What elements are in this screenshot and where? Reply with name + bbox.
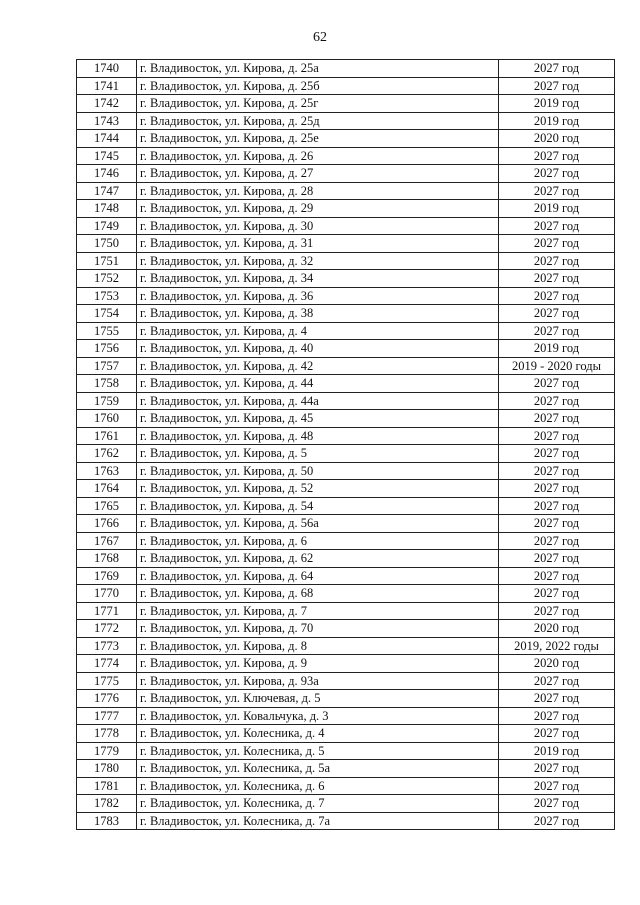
repair-year-cell: 2019 год	[499, 742, 615, 760]
repair-year-cell: 2027 год	[499, 462, 615, 480]
repair-year-cell: 2027 год	[499, 777, 615, 795]
table-row	[77, 392, 615, 410]
address-cell: г. Владивосток, ул. Кирова, д. 32	[137, 252, 499, 270]
table-row	[77, 217, 615, 235]
repair-year-cell: 2027 год	[499, 585, 615, 603]
row-number-cell: 1740	[77, 60, 137, 78]
row-number-cell: 1769	[77, 567, 137, 585]
row-number-cell: 1766	[77, 515, 137, 533]
row-number-cell: 1768	[77, 550, 137, 568]
address-cell: г. Владивосток, ул. Кирова, д. 64	[137, 567, 499, 585]
table-body	[77, 60, 615, 830]
row-number-cell: 1770	[77, 585, 137, 603]
repair-year-cell: 2027 год	[499, 795, 615, 813]
repair-year-cell: 2019 год	[499, 200, 615, 218]
address-cell: г. Владивосток, ул. Кирова, д. 8	[137, 637, 499, 655]
row-number-cell: 1746	[77, 165, 137, 183]
repair-year-cell: 2020 год	[499, 655, 615, 673]
address-cell: г. Владивосток, ул. Кирова, д. 48	[137, 427, 499, 445]
address-cell: г. Владивосток, ул. Кирова, д. 34	[137, 270, 499, 288]
row-number-cell: 1752	[77, 270, 137, 288]
repair-year-cell: 2027 год	[499, 567, 615, 585]
address-cell: г. Владивосток, ул. Кирова, д. 50	[137, 462, 499, 480]
table-row	[77, 200, 615, 218]
table-row	[77, 672, 615, 690]
address-cell: г. Владивосток, ул. Кирова, д. 68	[137, 585, 499, 603]
repair-year-cell: 2027 год	[499, 760, 615, 778]
table-row	[77, 235, 615, 253]
row-number-cell: 1747	[77, 182, 137, 200]
row-number-cell: 1743	[77, 112, 137, 130]
table-row	[77, 322, 615, 340]
address-cell: г. Владивосток, ул. Колесника, д. 6	[137, 777, 499, 795]
table-row	[77, 77, 615, 95]
table-row	[77, 462, 615, 480]
row-number-cell: 1777	[77, 707, 137, 725]
row-number-cell: 1744	[77, 130, 137, 148]
housing-register-table	[76, 59, 615, 830]
address-cell: г. Владивосток, ул. Ключевая, д. 5	[137, 690, 499, 708]
address-cell: г. Владивосток, ул. Кирова, д. 44	[137, 375, 499, 393]
row-number-cell: 1750	[77, 235, 137, 253]
repair-year-cell: 2027 год	[499, 217, 615, 235]
row-number-cell: 1748	[77, 200, 137, 218]
table-row	[77, 375, 615, 393]
address-cell: г. Владивосток, ул. Кирова, д. 25а	[137, 60, 499, 78]
row-number-cell: 1753	[77, 287, 137, 305]
table-row	[77, 340, 615, 358]
row-number-cell: 1749	[77, 217, 137, 235]
address-cell: г. Владивосток, ул. Кирова, д. 26	[137, 147, 499, 165]
repair-year-cell: 2027 год	[499, 322, 615, 340]
row-number-cell: 1761	[77, 427, 137, 445]
table-row	[77, 95, 615, 113]
table-row	[77, 130, 615, 148]
repair-year-cell: 2027 год	[499, 480, 615, 498]
table-row	[77, 112, 615, 130]
address-cell: г. Владивосток, ул. Кирова, д. 25е	[137, 130, 499, 148]
address-cell: г. Владивосток, ул. Кирова, д. 25г	[137, 95, 499, 113]
table-row	[77, 60, 615, 78]
row-number-cell: 1781	[77, 777, 137, 795]
repair-year-cell: 2027 год	[499, 602, 615, 620]
address-cell: г. Владивосток, ул. Кирова, д. 5	[137, 445, 499, 463]
address-cell: г. Владивосток, ул. Кирова, д. 25д	[137, 112, 499, 130]
table-row	[77, 445, 615, 463]
repair-year-cell: 2027 год	[499, 445, 615, 463]
row-number-cell: 1775	[77, 672, 137, 690]
repair-year-cell: 2027 год	[499, 707, 615, 725]
table-row	[77, 165, 615, 183]
table-row	[77, 305, 615, 323]
address-cell: г. Владивосток, ул. Кирова, д. 27	[137, 165, 499, 183]
address-cell: г. Владивосток, ул. Кирова, д. 25б	[137, 77, 499, 95]
table-row	[77, 147, 615, 165]
row-number-cell: 1759	[77, 392, 137, 410]
row-number-cell: 1779	[77, 742, 137, 760]
table-row	[77, 725, 615, 743]
table-row	[77, 620, 615, 638]
page-number: 62	[313, 30, 327, 45]
repair-year-cell: 2027 год	[499, 690, 615, 708]
address-cell: г. Владивосток, ул. Кирова, д. 29	[137, 200, 499, 218]
table-row	[77, 532, 615, 550]
row-number-cell: 1764	[77, 480, 137, 498]
repair-year-cell: 2027 год	[499, 375, 615, 393]
table-row	[77, 270, 615, 288]
repair-year-cell: 2027 год	[499, 147, 615, 165]
repair-year-cell: 2027 год	[499, 165, 615, 183]
row-number-cell: 1772	[77, 620, 137, 638]
address-cell: г. Владивосток, ул. Колесника, д. 4	[137, 725, 499, 743]
repair-year-cell: 2019, 2022 годы	[499, 637, 615, 655]
table-row	[77, 567, 615, 585]
repair-year-cell: 2027 год	[499, 515, 615, 533]
address-cell: г. Владивосток, ул. Кирова, д. 44а	[137, 392, 499, 410]
table-row	[77, 427, 615, 445]
table-row	[77, 550, 615, 568]
table-row	[77, 812, 615, 830]
row-number-cell: 1754	[77, 305, 137, 323]
address-cell: г. Владивосток, ул. Колесника, д. 7а	[137, 812, 499, 830]
repair-year-cell: 2027 год	[499, 270, 615, 288]
table-row	[77, 777, 615, 795]
address-cell: г. Владивосток, ул. Кирова, д. 30	[137, 217, 499, 235]
repair-year-cell: 2027 год	[499, 305, 615, 323]
address-cell: г. Владивосток, ул. Кирова, д. 36	[137, 287, 499, 305]
row-number-cell: 1771	[77, 602, 137, 620]
row-number-cell: 1757	[77, 357, 137, 375]
repair-year-cell: 2020 год	[499, 130, 615, 148]
table-row	[77, 585, 615, 603]
address-cell: г. Владивосток, ул. Колесника, д. 5	[137, 742, 499, 760]
address-cell: г. Владивосток, ул. Кирова, д. 9	[137, 655, 499, 673]
row-number-cell: 1751	[77, 252, 137, 270]
table-row	[77, 707, 615, 725]
row-number-cell: 1762	[77, 445, 137, 463]
repair-year-cell: 2019 - 2020 годы	[499, 357, 615, 375]
repair-year-cell: 2027 год	[499, 725, 615, 743]
row-number-cell: 1758	[77, 375, 137, 393]
row-number-cell: 1741	[77, 77, 137, 95]
table-row	[77, 690, 615, 708]
address-cell: г. Владивосток, ул. Колесника, д. 5а	[137, 760, 499, 778]
row-number-cell: 1773	[77, 637, 137, 655]
address-cell: г. Владивосток, ул. Кирова, д. 38	[137, 305, 499, 323]
table-row	[77, 602, 615, 620]
address-cell: г. Владивосток, ул. Колесника, д. 7	[137, 795, 499, 813]
repair-year-cell: 2027 год	[499, 392, 615, 410]
address-cell: г. Владивосток, ул. Кирова, д. 31	[137, 235, 499, 253]
row-number-cell: 1783	[77, 812, 137, 830]
table-row	[77, 410, 615, 428]
repair-year-cell: 2027 год	[499, 812, 615, 830]
address-cell: г. Владивосток, ул. Кирова, д. 6	[137, 532, 499, 550]
address-cell: г. Владивосток, ул. Кирова, д. 40	[137, 340, 499, 358]
repair-year-cell: 2027 год	[499, 235, 615, 253]
table-row	[77, 515, 615, 533]
table-row	[77, 497, 615, 515]
table-row	[77, 182, 615, 200]
address-cell: г. Владивосток, ул. Кирова, д. 7	[137, 602, 499, 620]
table-row	[77, 252, 615, 270]
row-number-cell: 1776	[77, 690, 137, 708]
repair-year-cell: 2019 год	[499, 340, 615, 358]
address-cell: г. Владивосток, ул. Кирова, д. 56а	[137, 515, 499, 533]
repair-year-cell: 2027 год	[499, 672, 615, 690]
row-number-cell: 1767	[77, 532, 137, 550]
row-number-cell: 1778	[77, 725, 137, 743]
row-number-cell: 1774	[77, 655, 137, 673]
row-number-cell: 1745	[77, 147, 137, 165]
repair-year-cell: 2027 год	[499, 497, 615, 515]
repair-year-cell: 2019 год	[499, 95, 615, 113]
address-cell: г. Владивосток, ул. Кирова, д. 4	[137, 322, 499, 340]
table-row	[77, 655, 615, 673]
repair-year-cell: 2027 год	[499, 410, 615, 428]
address-cell: г. Владивосток, ул. Кирова, д. 54	[137, 497, 499, 515]
repair-year-cell: 2027 год	[499, 77, 615, 95]
row-number-cell: 1765	[77, 497, 137, 515]
repair-year-cell: 2027 год	[499, 287, 615, 305]
address-cell: г. Владивосток, ул. Ковальчука, д. 3	[137, 707, 499, 725]
row-number-cell: 1756	[77, 340, 137, 358]
repair-year-cell: 2027 год	[499, 182, 615, 200]
repair-year-cell: 2027 год	[499, 427, 615, 445]
repair-year-cell: 2027 год	[499, 252, 615, 270]
row-number-cell: 1760	[77, 410, 137, 428]
row-number-cell: 1742	[77, 95, 137, 113]
address-cell: г. Владивосток, ул. Кирова, д. 93а	[137, 672, 499, 690]
row-number-cell: 1780	[77, 760, 137, 778]
repair-year-cell: 2027 год	[499, 60, 615, 78]
repair-year-cell: 2020 год	[499, 620, 615, 638]
table-row	[77, 480, 615, 498]
repair-year-cell: 2027 год	[499, 532, 615, 550]
address-cell: г. Владивосток, ул. Кирова, д. 52	[137, 480, 499, 498]
table-row	[77, 760, 615, 778]
address-cell: г. Владивосток, ул. Кирова, д. 62	[137, 550, 499, 568]
row-number-cell: 1755	[77, 322, 137, 340]
address-cell: г. Владивосток, ул. Кирова, д. 42	[137, 357, 499, 375]
address-cell: г. Владивосток, ул. Кирова, д. 28	[137, 182, 499, 200]
address-cell: г. Владивосток, ул. Кирова, д. 45	[137, 410, 499, 428]
table-row	[77, 742, 615, 760]
table-row	[77, 795, 615, 813]
table-row	[77, 287, 615, 305]
row-number-cell: 1782	[77, 795, 137, 813]
address-cell: г. Владивосток, ул. Кирова, д. 70	[137, 620, 499, 638]
table-row	[77, 357, 615, 375]
repair-year-cell: 2019 год	[499, 112, 615, 130]
row-number-cell: 1763	[77, 462, 137, 480]
table-row	[77, 637, 615, 655]
repair-year-cell: 2027 год	[499, 550, 615, 568]
